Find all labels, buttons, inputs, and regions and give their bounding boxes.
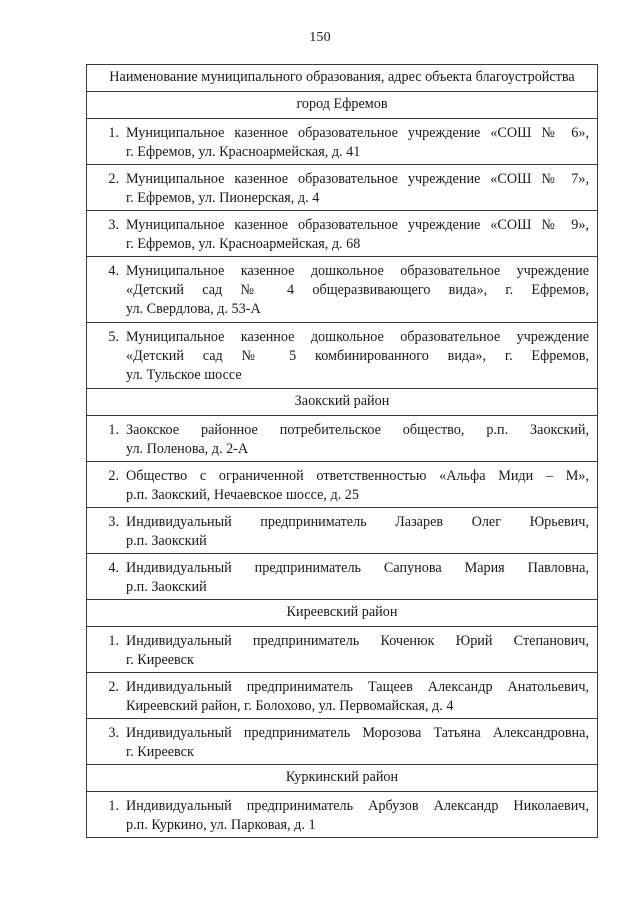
table-row [87,211,597,257]
row-line: р.п. Куркино, ул. Парковая, д. 1 [126,817,316,834]
row-line: р.п. Заокский, Нечаевское шоссе, д. 25 [126,487,359,504]
row-line: ул. Поленова, д. 2-А [126,441,249,458]
table-row [87,719,597,765]
table-row [87,627,597,673]
row-line: Индивидуальный предприниматель Морозова Татьяна Александровна, [126,725,589,741]
row-text [126,170,589,208]
row-line: г. Ефремов, ул. Пионерская, д. 4 [126,190,320,207]
table-row [87,119,597,165]
row-text [126,559,589,597]
row-number: 2. [108,679,119,695]
row-text [126,724,589,762]
row-line: Муниципальное казенное образовательное учреждение «СОШ № 9», [126,217,589,233]
row-text [126,632,589,670]
row-line: Индивидуальный предприниматель Коченюк Юрий Степанович, [126,633,589,649]
row-line: г. Киреевск [126,744,194,761]
row-text [126,678,589,716]
row-line: Муниципальное казенное дошкольное образовательное учреждение [126,329,589,345]
section-title: Заокский район [87,389,597,416]
row-line: р.п. Заокский [126,533,207,550]
row-line: Муниципальное казенное образовательное учреждение «СОШ № 6», [126,125,589,141]
page-number: 150 [309,30,331,45]
row-number: 1. [108,125,119,141]
row-line: Индивидуальный предприниматель Лазарев Олег Юрьевич, [126,514,589,530]
table-row [87,792,597,838]
row-text [126,216,589,254]
section-title: Киреевский район [87,600,597,627]
row-line: Муниципальное казенное дошкольное образовательное учреждение [126,263,589,279]
row-line: «Детский сад № 5 комбинированного вида», г. Ефремов, [126,348,589,365]
table-row [87,165,597,211]
row-number: 1. [108,798,119,814]
row-text [126,124,589,162]
objects-table [86,64,598,838]
row-number: 4. [108,263,119,279]
table-row [87,673,597,719]
row-line: Индивидуальный предприниматель Сапунова Мария Павловна, [126,560,589,576]
row-line: г. Киреевск [126,652,194,669]
row-line: г. Ефремов, ул. Красноармейская, д. 41 [126,144,361,161]
table-header: Наименование муниципального образования, адрес объекта благоустройства [87,65,597,92]
table-row [87,323,597,389]
table-row [87,462,597,508]
row-line: «Детский сад № 4 общеразвивающего вида», г. Ефремов, [126,282,589,299]
table-row [87,554,597,600]
table-row [87,257,597,323]
row-number: 2. [108,468,119,484]
row-line: Индивидуальный предприниматель Арбузов Александр Николаевич, [126,798,589,814]
row-line: р.п. Заокский [126,579,207,596]
section-title: Куркинский район [87,765,597,792]
row-line: Индивидуальный предприниматель Тащеев Александр Анатольевич, [126,679,589,695]
row-text [126,328,589,386]
row-line: Муниципальное казенное образовательное учреждение «СОШ № 7», [126,171,589,187]
row-line: г. Ефремов, ул. Красноармейская, д. 68 [126,236,361,253]
table-row [87,416,597,462]
row-text [126,262,589,320]
row-number: 5. [108,329,119,345]
row-text [126,421,589,459]
row-text [126,797,589,835]
row-line: ул. Свердлова, д. 53-А [126,301,261,318]
row-text [126,513,589,551]
row-number: 3. [108,514,119,530]
section-title: город Ефремов [87,92,597,119]
row-line: Общество с ограниченной ответственностью «Альфа Миди – М», [126,468,589,484]
row-line: Заокское районное потребительское общество, р.п. Заокский, [126,422,589,438]
row-number: 4. [108,560,119,576]
table-row [87,508,597,554]
row-text [126,467,589,505]
row-number: 3. [108,725,119,741]
row-number: 2. [108,171,119,187]
row-number: 1. [108,422,119,438]
row-line: Киреевский район, г. Болохово, ул. Первомайская, д. 4 [126,698,454,715]
row-line: ул. Тульское шоссе [126,367,242,384]
row-number: 3. [108,217,119,233]
row-number: 1. [108,633,119,649]
